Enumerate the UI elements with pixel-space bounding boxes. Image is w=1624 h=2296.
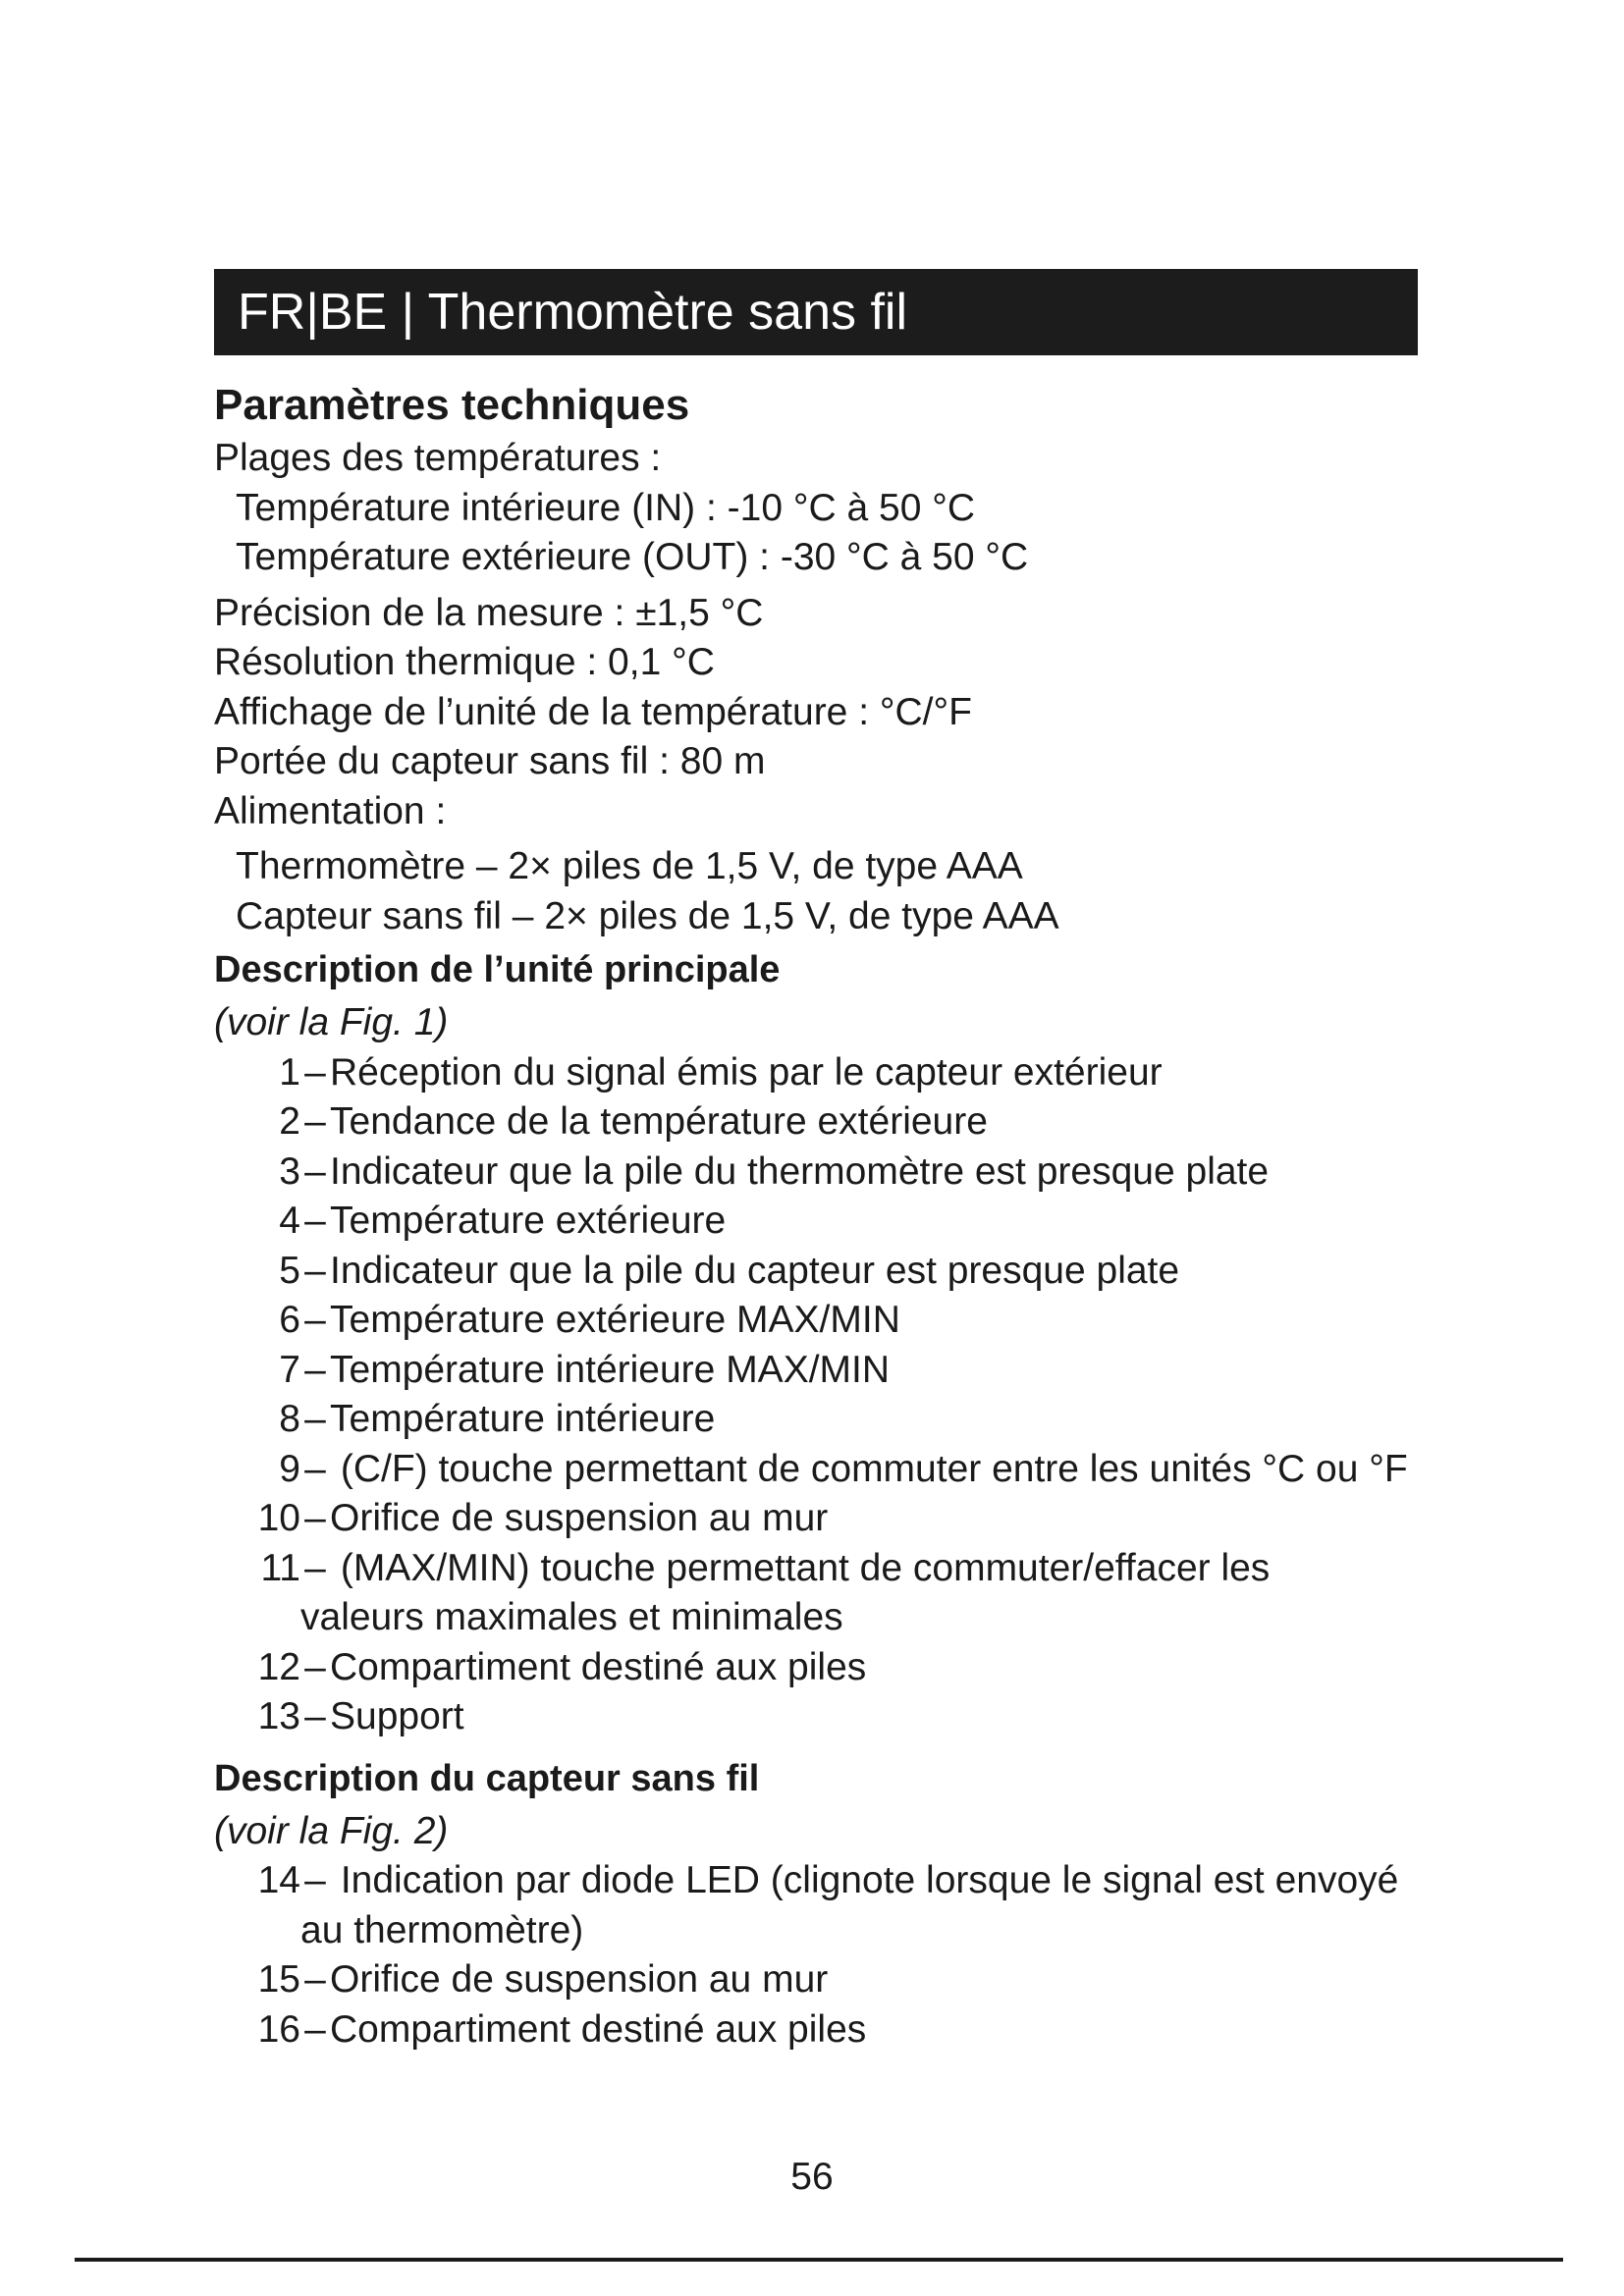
page-number: 56 [790,2156,834,2198]
list-item-text: Température extérieure MAX/MIN [330,1299,900,1341]
list-item [214,1544,1432,1594]
list-item-dash: – [304,2007,326,2051]
list-item [214,1643,1432,1693]
list-item-number: 6 [279,1299,300,1341]
list-item-number: 11 [260,1546,300,1589]
list-item [214,1494,1432,1544]
list-item-text: Réception du signal émis par le capteur extérieur [330,1050,1163,1094]
list-item-dash: – [304,1149,326,1193]
list-item-text: Température extérieure [330,1200,727,1242]
list-item-number: 13 [257,1695,300,1737]
sensor-list [214,1856,1432,2055]
power-thermometer: Thermomètre – 2× piles de 1,5 V, de type AAA [236,845,1023,887]
list-item-text: Indication par diode LED (clignote lorsque le signal est envoyé [330,1859,1399,1901]
list-item-text: (MAX/MIN) touche permettant de commuter/effacer les [330,1546,1271,1589]
resolution: Résolution thermique : 0,1 °C [214,641,715,683]
ranges-label: Plages des températures : [214,437,662,479]
list-item-dash: – [304,1497,326,1539]
list-item [214,1197,1432,1247]
list-item-dash: – [304,1859,326,1901]
power-label: Alimentation : [214,789,447,832]
footer-rule [75,2258,1563,2262]
outdoor-range: Température extérieure (OUT) : -30 °C à 50 °C [236,536,1029,578]
list-item-text: Température intérieure MAX/MIN [330,1348,891,1391]
list-item [214,1296,1432,1346]
list-item-number: 2 [279,1100,300,1143]
main-unit-caption: (voir la Fig. 1) [214,1001,449,1043]
main-unit-heading: Description de l’unité principale [214,949,781,990]
power-sensor: Capteur sans fil – 2× piles de 1,5 V, de type AAA [236,894,1059,937]
technical-heading: Paramètres techniques [214,381,690,429]
list-item [214,1048,1432,1098]
list-item-text: Compartiment destiné aux piles [330,1645,867,1688]
list-item-number: 8 [279,1398,300,1440]
accuracy: Précision de la mesure : ±1,5 °C [214,591,764,634]
list-item [214,1445,1432,1495]
list-item-text: Orifice de suspension au mur [330,1497,829,1539]
list-item-text: Indicateur que la pile du capteur est presque plate [330,1249,1180,1292]
list-item [214,1955,1432,2005]
list-item-dash: – [304,1200,326,1242]
list-item-text: (C/F) touche permettant de commuter entre les unités °C ou °F [330,1447,1408,1490]
list-item-continuation: au thermomètre) [300,1908,584,1951]
list-item [214,1346,1432,1396]
list-item [214,1247,1432,1297]
list-item [214,1097,1432,1148]
list-item-dash: – [304,1348,326,1391]
list-item-number: 12 [257,1645,300,1688]
list-item-number: 7 [279,1348,300,1391]
list-item-number: 1 [279,1050,300,1094]
list-item-number: 16 [257,2007,300,2051]
list-item-number: 10 [257,1497,300,1539]
list-item-number: 9 [279,1447,300,1490]
sensor-range: Portée du capteur sans fil : 80 m [214,740,766,782]
list-item-dash: – [304,1398,326,1440]
list-item [214,1395,1432,1445]
list-item-dash: – [304,1546,326,1589]
list-item-dash: – [304,1958,326,2001]
list-item-number: 3 [279,1149,300,1193]
list-item-text: Indicateur que la pile du thermomètre est presque plate [330,1149,1270,1193]
sensor-heading: Description du capteur sans fil [214,1757,760,1799]
list-item-dash: – [304,1249,326,1292]
list-item-text: Température intérieure [330,1398,716,1440]
page-header-title: FR|BE | Thermomètre sans fil [214,269,1418,355]
list-item-text: Compartiment destiné aux piles [330,2007,867,2051]
list-item-text: Support [330,1695,464,1737]
list-item-number: 5 [279,1249,300,1292]
list-item [214,1692,1432,1742]
list-item-dash: – [304,1447,326,1490]
list-item-dash: – [304,1050,326,1094]
main-unit-list [214,1048,1432,1742]
list-item [214,2005,1432,2056]
list-item-number: 14 [257,1859,300,1901]
indoor-range: Température intérieure (IN) : -10 °C à 50 °C [236,486,975,529]
list-item-number: 15 [257,1958,300,2001]
list-item-text: Tendance de la température extérieure [330,1100,988,1143]
sensor-caption: (voir la Fig. 2) [214,1809,449,1852]
list-item-dash: – [304,1645,326,1688]
page-content [214,377,1432,2055]
list-item-continuation: valeurs maximales et minimales [300,1596,843,1638]
list-item-number: 4 [279,1200,300,1242]
list-item-dash: – [304,1695,326,1737]
unit-display: Affichage de l’unité de la température : °C/°F [214,690,972,733]
list-item [214,1856,1432,1906]
list-item-text: Orifice de suspension au mur [330,1958,829,2001]
list-item [214,1148,1432,1198]
list-item-dash: – [304,1299,326,1341]
list-item-dash: – [304,1100,326,1143]
